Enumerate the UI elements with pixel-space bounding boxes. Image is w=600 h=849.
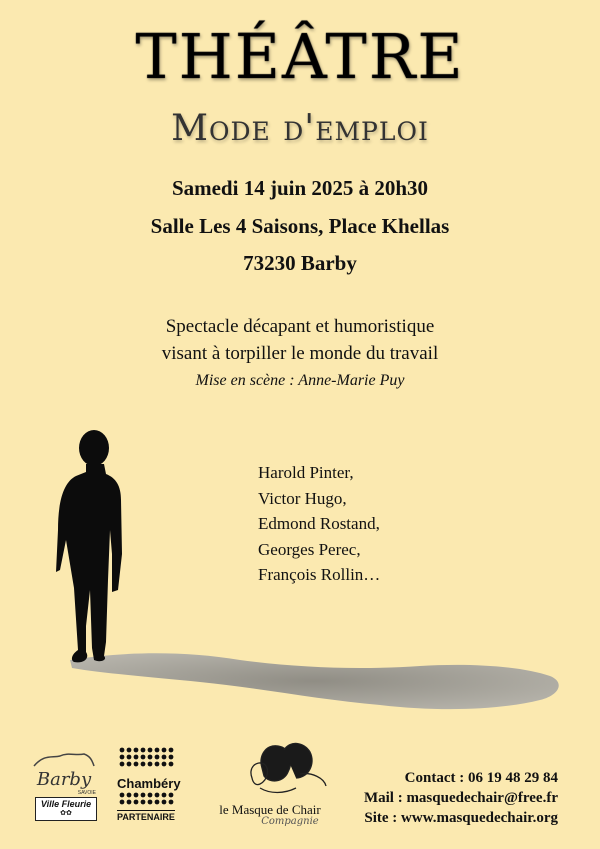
author-item: François Rollin…	[258, 565, 381, 584]
barby-logo-graphic	[32, 748, 96, 770]
masque-logo-sub: Compagnie	[261, 816, 319, 827]
author-item: Victor Hugo,	[258, 488, 347, 508]
barby-logo-sub: SAVOIE	[77, 790, 96, 796]
chambery-logo	[117, 746, 181, 822]
authors-list	[258, 460, 380, 588]
contact-mail: Mail : masquedechair@free.fr	[363, 790, 558, 806]
author-item: Harold Pinter,	[258, 463, 354, 482]
event-venue: Salle Les 4 Saisons, Place Khellas	[150, 214, 450, 238]
poster-title: THÉÂTRE	[0, 20, 600, 93]
barby-logo	[32, 748, 96, 798]
ville-fleurie-logo	[35, 797, 97, 821]
description-line-1: Spectacle décapant et humoristique	[165, 316, 435, 337]
author-item: Georges Perec,	[258, 539, 361, 559]
chambery-logo-text: Chambéry	[117, 776, 181, 791]
chambery-partner-text: PARTENAIRE	[117, 812, 175, 822]
author-item: Edmond Rostand,	[258, 514, 380, 533]
masque-logo-text: le Masque de Chair	[219, 802, 321, 817]
man-silhouette	[56, 430, 122, 662]
man-shadow	[70, 653, 559, 709]
chambery-dots-bottom-icon	[117, 791, 181, 805]
contact-phone: Contact : 06 19 48 29 84	[404, 770, 558, 786]
barby-logo-text: Barby	[36, 769, 92, 790]
poster-subtitle: Mode d'emploi	[171, 108, 429, 149]
direction-credit: Mise en scène : Anne-Marie Puy	[195, 372, 405, 389]
chambery-dots-icon	[117, 746, 181, 772]
contact-site: Site : www.masquedechair.org	[364, 810, 558, 826]
event-date: Samedi 14 juin 2025 à 20h30	[171, 176, 429, 200]
ville-fleurie-text: Ville Fleurie	[40, 799, 92, 809]
event-city: 73230 Barby	[243, 251, 357, 275]
masque-de-chair-logo	[200, 738, 340, 828]
masks-icon	[200, 738, 340, 798]
description-line-2: visant à torpiller le monde du travail	[161, 343, 439, 364]
contact-block	[364, 768, 558, 828]
ville-fleurie-stars: ✿✿	[60, 809, 72, 817]
